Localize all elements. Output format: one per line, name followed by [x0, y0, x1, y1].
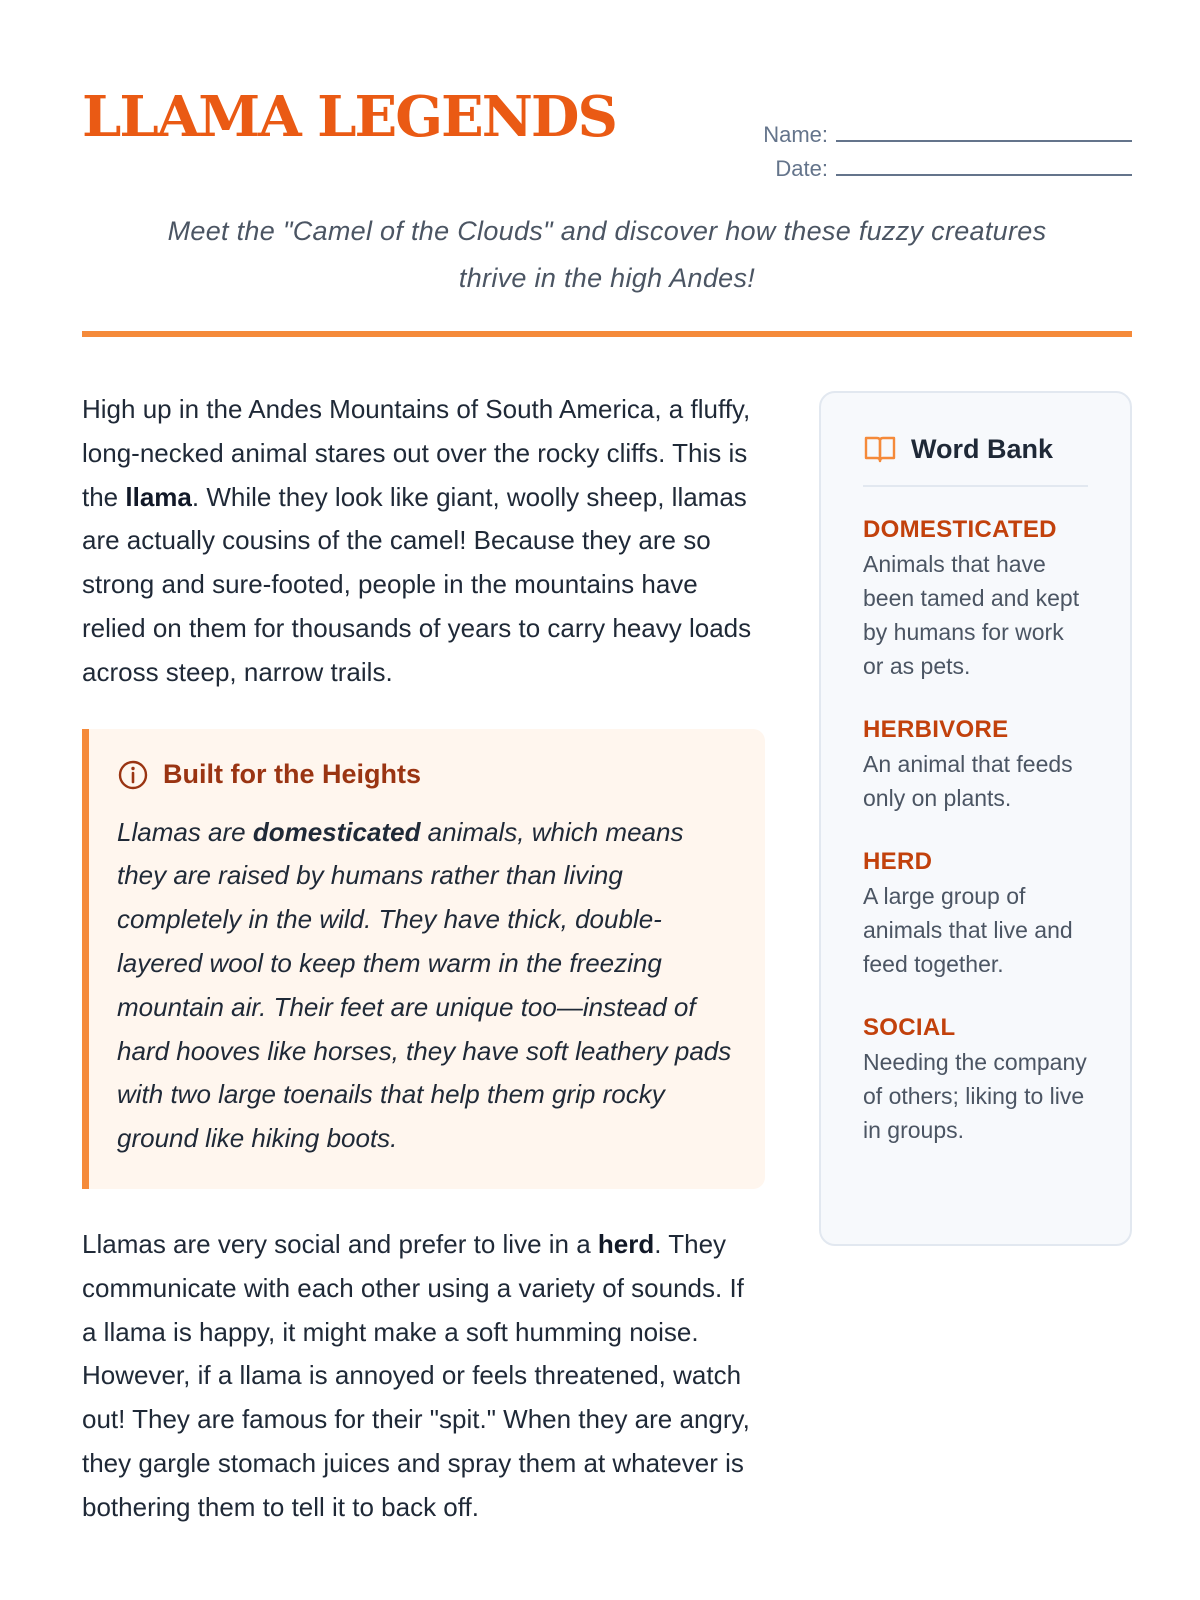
- student-info: [752, 114, 1132, 182]
- intro-paragraph: [82, 388, 765, 695]
- callout-bold-term: domesticated: [252, 816, 421, 847]
- subtitle-line-2: thrive in the high Andes!: [458, 263, 756, 293]
- open-book-icon: [863, 434, 897, 464]
- social-text-start: Llamas are very social and prefer to live in a: [82, 1228, 598, 1259]
- worksheet-page: [82, 0, 1132, 1600]
- term-entry: [863, 845, 1088, 981]
- word-bank-header: [863, 427, 1088, 487]
- social-text-end: . They communicate with each other using a variety of sounds. If a llama is happy, it might make a soft humming noise. However, if a llama is annoyed or feels threatened, watch out! They are famous for their "spit." When they are angry, they gargle stomach juices and spray them at whatever is bothering them to tell it to back off.: [82, 1228, 750, 1522]
- page-title: LLAMA LEGENDS: [82, 84, 616, 150]
- subtitle: [82, 208, 1132, 302]
- date-row: [752, 148, 1132, 182]
- term-definition: An animal that feeds only on plants.: [863, 751, 1073, 811]
- subtitle-line-1: Meet the "Camel of the Clouds" and discover how these fuzzy creatures: [167, 216, 1047, 246]
- social-paragraph: [82, 1223, 765, 1530]
- callout-header: [117, 755, 737, 795]
- term-definition: Animals that have been tamed and kept by humans for work or as pets.: [863, 551, 1080, 679]
- callout-title: Built for the Heights: [163, 759, 421, 790]
- intro-text-start: High up in the Andes Mountains of South America, a fluffy, long-necked animal stares out over the rocky cliffs. This is the: [82, 394, 751, 512]
- callout-box: [82, 729, 765, 1189]
- term-entry: [863, 713, 1088, 815]
- intro-bold-term: llama: [125, 481, 192, 512]
- callout-text-end: animals, which means they are raised by humans rather than living completely in the wild. They have thick, double-layered wool to keep them warm in the freezing mountain air. Their feet are unique too—instead of hard hooves like horses, they have soft leathery pads with two large toenails that help them grip rocky ground like hiking boots.: [117, 816, 732, 1154]
- date-label: Date:: [775, 156, 828, 181]
- intro-text-end: . While they look like giant, woolly sheep, llamas are actually cousins of the camel! Because they are so strong and sure-footed, people in the mountains have relied on them for thousands of years to carry heavy loads across steep, narrow trails.: [82, 481, 752, 687]
- callout-text-start: Llamas are: [117, 816, 253, 847]
- header-divider: [82, 331, 1132, 337]
- date-blank[interactable]: [836, 170, 1132, 176]
- callout-text: [117, 811, 737, 1161]
- info-circle-icon: [117, 759, 149, 791]
- name-row: [752, 114, 1132, 148]
- term-word: SOCIAL: [863, 1014, 956, 1041]
- term-definition: Needing the company of others; liking to live in groups.: [863, 1049, 1087, 1143]
- term-word: HERD: [863, 848, 933, 875]
- main-content: [82, 388, 765, 1530]
- term-entry: [863, 513, 1088, 683]
- term-word: DOMESTICATED: [863, 516, 1057, 543]
- term-definition: A large group of animals that live and feed together.: [863, 883, 1073, 977]
- term-entry: [863, 1011, 1088, 1147]
- word-bank: [819, 391, 1132, 1246]
- header: [82, 82, 1132, 182]
- name-label: Name:: [763, 122, 828, 147]
- word-bank-title: Word Bank: [911, 433, 1054, 464]
- term-word: HERBIVORE: [863, 716, 1009, 743]
- social-bold-term: herd: [597, 1228, 655, 1259]
- name-blank[interactable]: [836, 136, 1132, 142]
